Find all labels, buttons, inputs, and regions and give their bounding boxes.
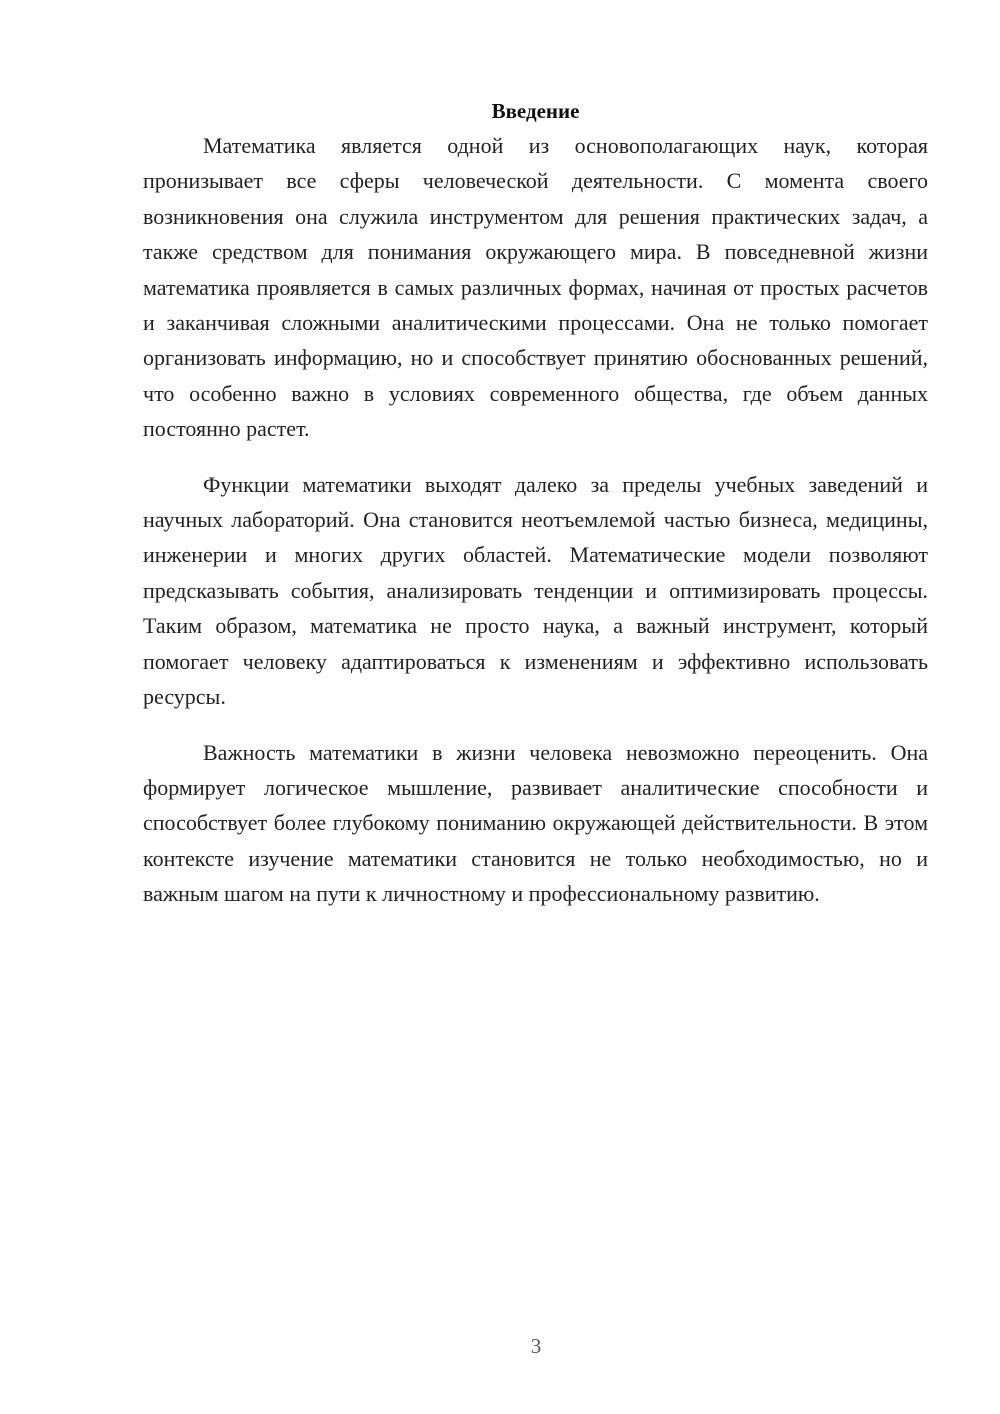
paragraph-2: Функции математики выходят далеко за пределы учебных заведений и научных лабораторий. Она становится неотъемлемой частью бизнеса, медицины, инженерии и многих других областей. Математические модели позволяют предсказывать события, анализировать тенденции и оптимизировать процессы. Таким образом, математика не просто наука, а важный инструмент, который помогает человеку адаптироваться к изменениям и эффективно использовать ресурсы. <box>143 471 928 710</box>
page-number: 3 <box>530 1334 542 1358</box>
section-title: Введение <box>491 99 580 123</box>
paragraph-1: Математика является одной из основополагающих наук, которая пронизывает все сферы человеческой деятельности. С момента своего возникновения она служила инструментом для решения практических задач, а также средством для понимания окружающего мира. В повседневной жизни математика проявляется в самых различных формах, начиная от простых расчетов и заканчивая сложными аналитическими процессами. Она не только помогает организовать информацию, но и способствует принятию обоснованных решений, что особенно важно в условиях современного общества, где объем данных постоянно растет. <box>143 133 928 442</box>
page-content <box>143 96 928 932</box>
paragraph-3: Важность математики в жизни человека невозможно переоценить. Она формирует логическое мышление, развивает аналитические способности и способствует более глубокому пониманию окружающей действительности. В этом контексте изучение математики становится не только необходимостью, но и важным шагом на пути к личностному и профессиональному развитию. <box>143 739 928 907</box>
